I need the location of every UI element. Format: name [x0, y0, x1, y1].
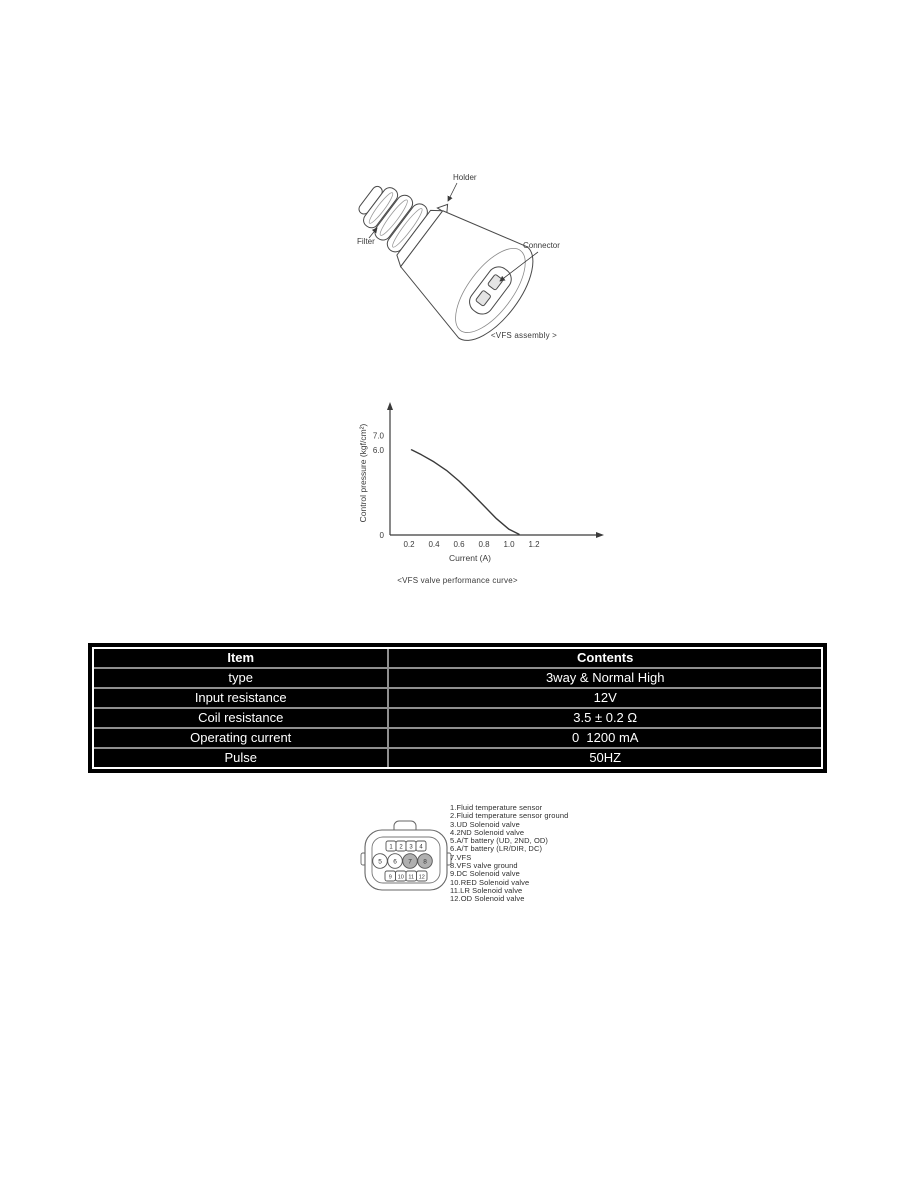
assembly-caption: <VFS assembly >: [490, 331, 558, 340]
spec-row: [94, 728, 821, 748]
spec-contents-cell: 12V: [388, 688, 821, 708]
spec-row: [94, 668, 821, 688]
x-tick-label: 0.4: [428, 540, 440, 549]
y-tick-label: 7.0: [372, 431, 384, 441]
pin-number: 4: [419, 844, 423, 851]
performance-chart: [350, 398, 610, 593]
vfs-assembly-figure: [345, 160, 575, 355]
pin-list-item: 8.VFS valve ground: [450, 861, 518, 871]
spec-row: [94, 748, 821, 767]
pin-list-item: 11.LR Solenoid valve: [450, 885, 523, 895]
pin-list-item: 10.RED Solenoid valve: [450, 877, 530, 887]
spec-item-cell: Operating current: [94, 728, 388, 748]
x-axis-label: Current (A): [448, 553, 492, 563]
pin-list-item: 9.DC Solenoid valve: [450, 869, 520, 879]
pin-number: 1: [389, 844, 393, 851]
spec-header-row: [94, 649, 821, 668]
spec-contents-cell: 3way & Normal High: [388, 668, 821, 688]
spec-row: [94, 708, 821, 728]
pin-list-item: 2.Fluid temperature sensor ground: [450, 811, 569, 821]
pin-number: 8: [423, 858, 427, 866]
spec-item-cell: type: [94, 668, 388, 688]
chart-caption: <VFS valve performance curve>: [397, 576, 518, 585]
pin-number: 7: [408, 858, 412, 866]
x-tick-label: 1.0: [503, 540, 515, 549]
spec-row: [94, 688, 821, 708]
pin-number: 5: [378, 858, 382, 866]
performance-curve: [412, 450, 520, 535]
pin-list: [450, 804, 568, 904]
pin-number: 6: [393, 858, 397, 866]
spec-item-cell: Pulse: [94, 748, 388, 767]
connector-pinout-figure: [360, 815, 452, 897]
x-tick-label: 1.2: [528, 540, 540, 549]
pin-number: 11: [408, 874, 415, 881]
y-axis-arrow: [387, 402, 393, 410]
y-tick-label: 0: [379, 531, 384, 540]
pin-list-item: 5.A/T battery (UD, 2ND, OD): [450, 836, 548, 846]
pin-list-item: 6.A/T battery (LR/DIR, DC): [450, 844, 543, 854]
x-tick-label: 0.2: [403, 540, 415, 549]
spec-contents-cell: 0 1200 mA: [388, 728, 821, 748]
holder-leader-line: [448, 183, 457, 201]
x-tick-label: 0.6: [453, 540, 465, 549]
x-axis-arrow: [596, 532, 604, 538]
filter-label: Filter: [357, 237, 375, 246]
spec-contents-cell: 3.5 ± 0.2 Ω: [388, 708, 821, 728]
spec-item-cell: Input resistance: [94, 688, 388, 708]
spec-header-contents: Contents: [388, 649, 821, 668]
spec-table-wrapper: [88, 643, 827, 773]
pin-list-item: 7.VFS: [450, 852, 472, 862]
spec-contents-cell: 50HZ: [388, 748, 821, 767]
spec-header-item: Item: [227, 650, 255, 665]
connector-label: Connector: [523, 241, 560, 250]
pin-list-item: 12.OD Solenoid valve: [450, 894, 525, 904]
pin-list-item: 3.UD Solenoid valve: [450, 819, 520, 829]
pin-number: 12: [418, 874, 425, 881]
holder-label: Holder: [453, 173, 477, 182]
pin-list-item: 4.2ND Solenoid valve: [450, 827, 525, 837]
x-tick-label: 0.8: [478, 540, 490, 549]
pin-list-item: 1.Fluid temperature sensor: [450, 803, 543, 812]
pin-number: 10: [397, 874, 404, 881]
pin-number: 2: [399, 844, 403, 851]
y-axis-label: Control pressure (kgf/cm²): [358, 423, 368, 523]
spec-item-cell: Coil resistance: [94, 708, 388, 728]
y-tick-label: 6.0: [372, 445, 384, 455]
pin-number: 9: [388, 874, 392, 881]
spec-table: [94, 649, 821, 767]
pin-number: 3: [409, 844, 413, 851]
connector-latch: [394, 821, 416, 830]
